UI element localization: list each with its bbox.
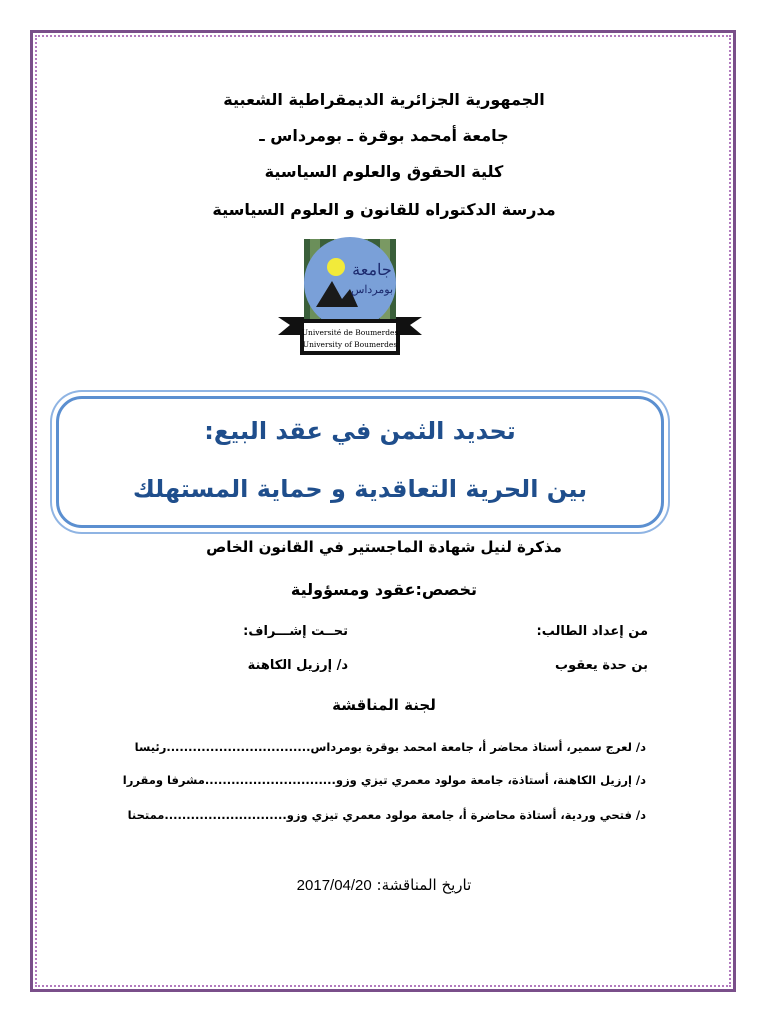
thesis-title-line1: تحديد الثمن في عقد البيع: [204,417,516,445]
thesis-title-box [56,396,664,528]
university-logo [276,237,424,357]
defense-date-label: تاريخ المناقشة: [376,876,472,894]
logo-arabic-bottom: بومرداس [350,283,394,296]
committee-member: د/ فتحي وردية، أستاذة محاضرة أ، جامعة مولود معمري تيزي وزو............................ممتحنا [127,808,646,822]
defense-date-line [0,876,768,894]
header-republic: الجمهورية الجزائرية الديمقراطية الشعبية [223,90,545,109]
student-name: بن حدة يعقوب [555,658,648,673]
committee-member: د/ إرزيل الكاهنة، أستاذة، جامعة مولود معمري تيزي وزو..............................مشرفا ومقررا [122,773,646,787]
supervision-label: تحــت إشـــراف: [243,624,348,639]
defense-date: 2017/04/20 [296,877,372,894]
logo-arabic-top: جامعة [352,260,392,279]
logo-text-en: University of Boumerdes [302,340,398,349]
header-doctoral-school: مدرسة الدكتوراه للقانون و العلوم السياسية [212,200,556,219]
specialty: تخصص:عقود ومسؤولية [290,580,478,599]
committee-member: د/ لعرج سمير، أستاذ محاضر أ، جامعة امحمد بوقرة بومرداس.................................رئيسا [134,740,646,754]
prepared-by-label: من إعداد الطالب: [536,624,648,639]
degree-statement: مذكرة لنيل شهادة الماجستير في القانون الخاص [206,538,562,556]
thesis-title-line2: بين الحرية التعاقدية و حماية المستهلك [132,475,588,503]
header-faculty: كلية الحقوق والعلوم السياسية [264,162,504,181]
header-university: جامعة أمحمد بوقرة ـ بومرداس ـ [259,126,509,145]
supervisor-name: د/ إرزيل الكاهنة [247,658,348,673]
logo-text-fr: Université de Boumerdes [301,328,399,337]
committee-title: لجنة المناقشة [332,696,436,714]
